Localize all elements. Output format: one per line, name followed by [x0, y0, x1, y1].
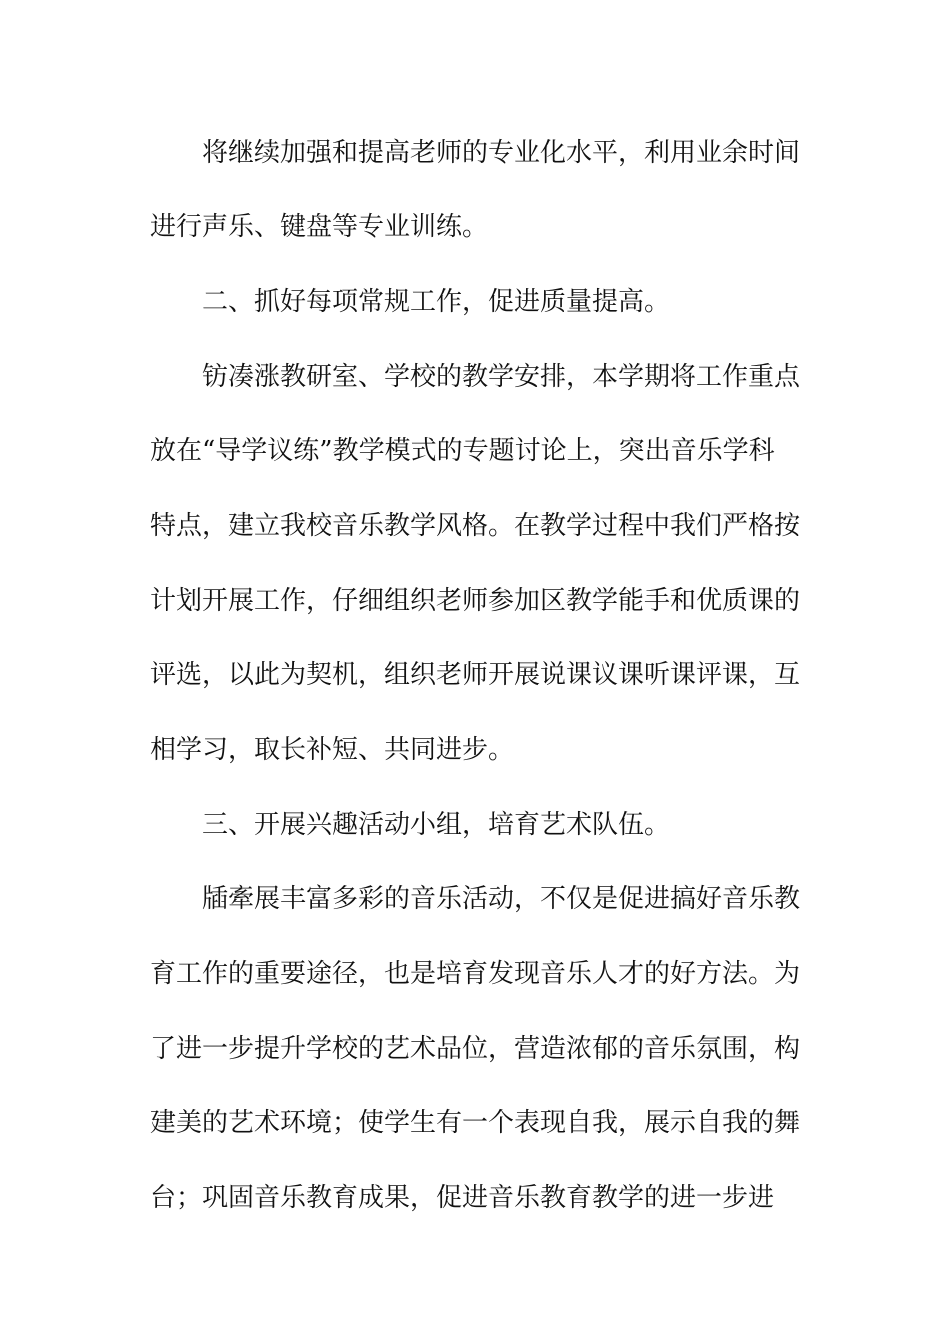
text-line: 相学习，取长补短、共同进步。 [150, 735, 515, 765]
text-line: 计划开展工作，仔细组织老师参加区教学能手和优质课的 [150, 586, 800, 616]
text-line: 评选，以此为契机，组织老师开展说课议课听课评课，互 [150, 660, 800, 690]
section-heading: 三、开展兴趣活动小组，培育艺术队伍。 [202, 810, 671, 840]
text-line: 牐牽展丰富多彩的音乐活动，不仅是促进搞好音乐教 [202, 884, 800, 914]
text-line: 将继续加强和提高老师的专业化水平，利用业余时间 [202, 138, 800, 168]
text-line: 进行声乐、键盘等专业训练。 [150, 212, 489, 242]
text-line: 放在“导学议练”教学模式的专题讨论上，突出音乐学科 [150, 436, 775, 466]
text-line: 台；巩固音乐教育成果，促进音乐教育教学的进一步进 [150, 1183, 775, 1213]
text-line: 了进一步提升学校的艺术品位，营造浓郁的音乐氛围，构 [150, 1034, 800, 1064]
text-line: 钫凑涨教研室、学校的教学安排，本学期将工作重点 [202, 362, 800, 392]
text-line: 特点，建立我校音乐教学风格。在教学过程中我们严格按 [150, 511, 800, 541]
text-line: 育工作的重要途径，也是培育发现音乐人才的好方法。为 [150, 959, 800, 989]
section-heading: 二、抓好每项常规工作，促进质量提高。 [202, 287, 671, 317]
text-line: 建美的艺术环境；使学生有一个表现自我，展示自我的舞 [150, 1108, 800, 1138]
